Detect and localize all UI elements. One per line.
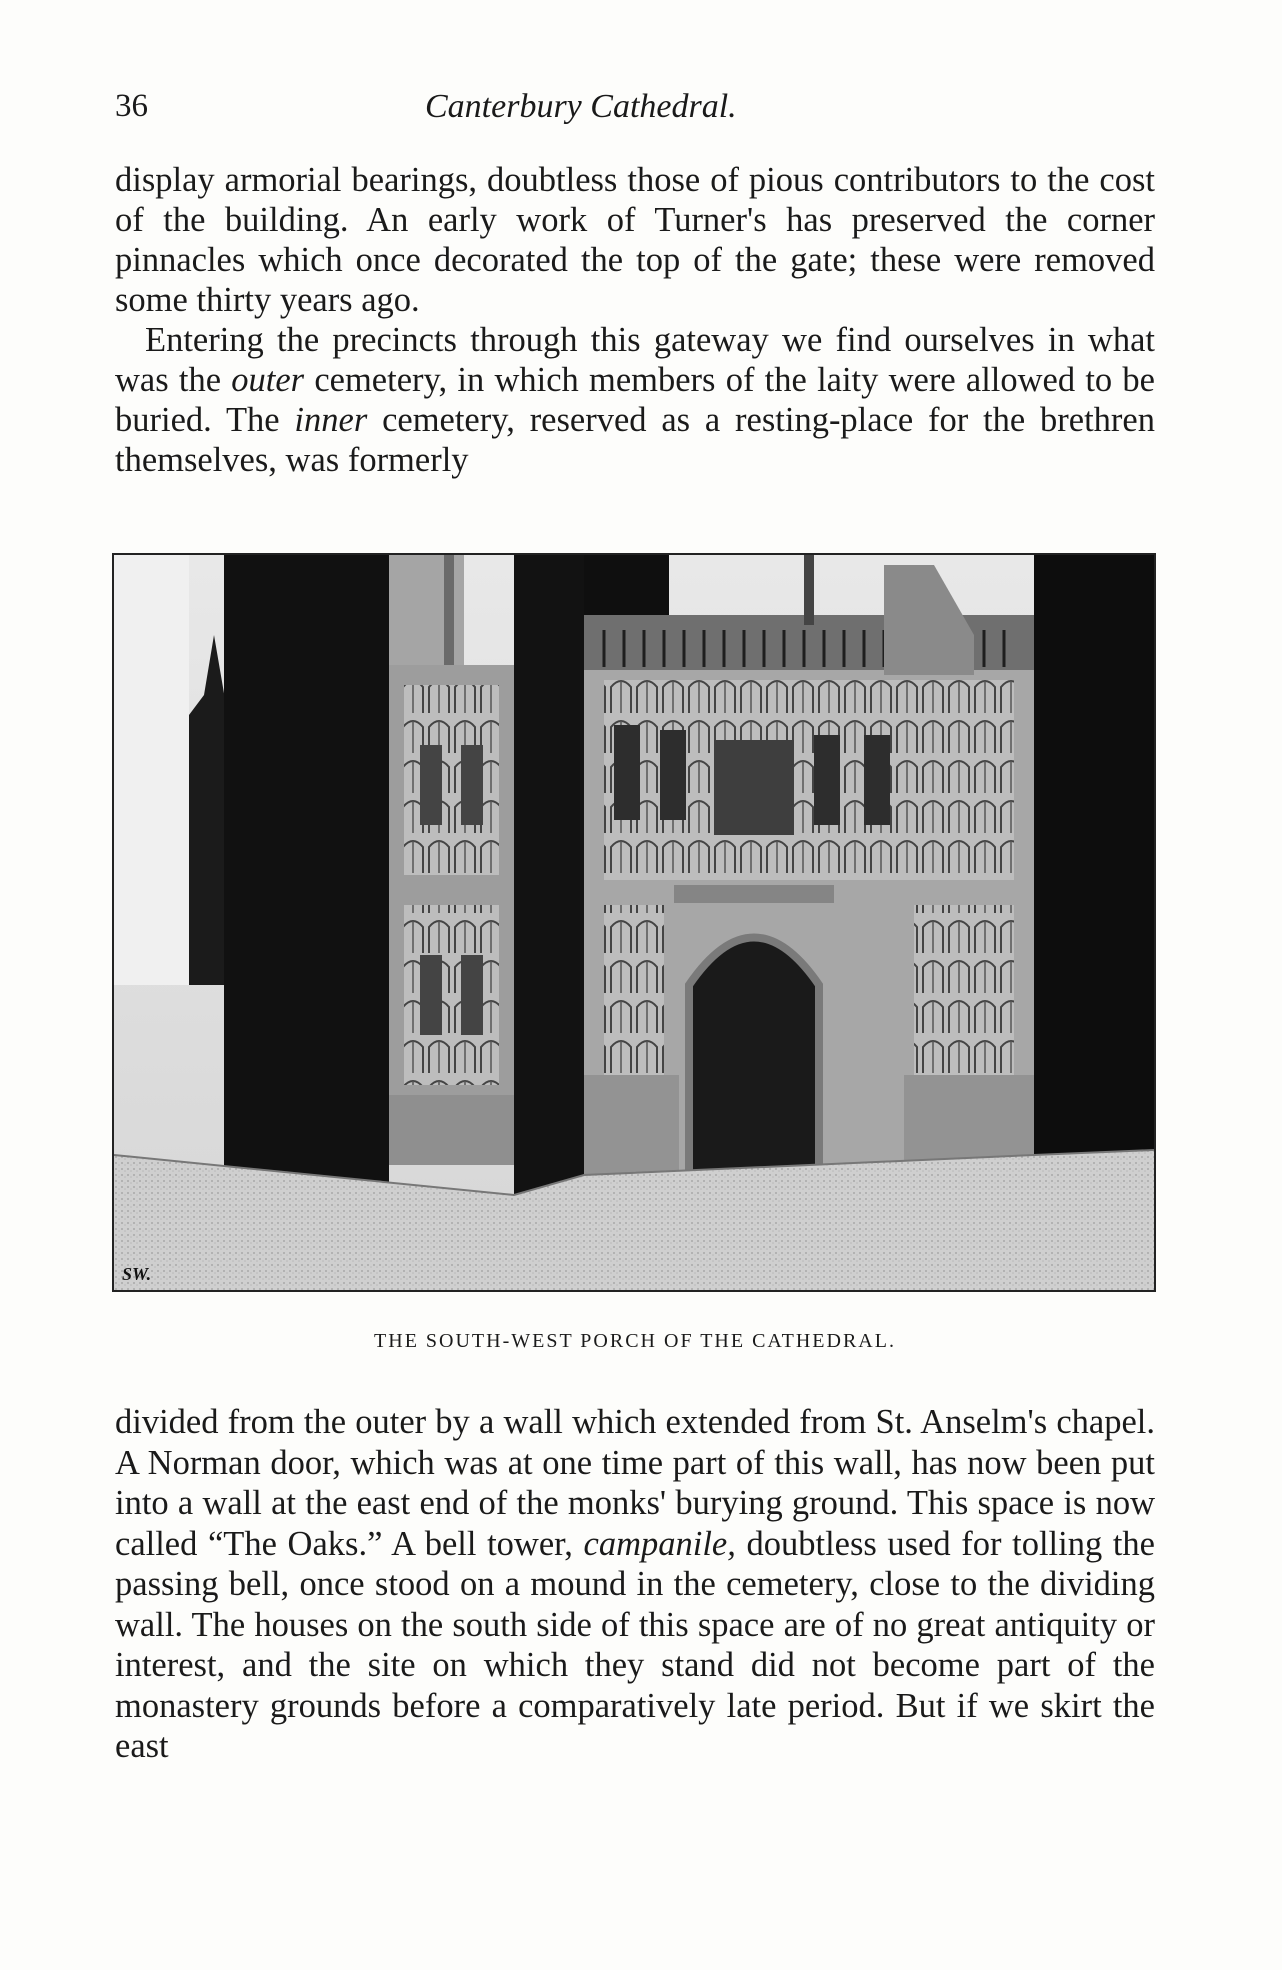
italic-campanile: campanile, [583, 1524, 736, 1563]
figure-caption: THE SOUTH-WEST PORCH OF THE CATHEDRAL. [374, 1330, 896, 1352]
engraver-signature: SW. [122, 1264, 152, 1284]
italic-inner: inner [294, 401, 368, 439]
text-block-top [115, 160, 1155, 480]
paragraph-3-part-1: divided from the outer by a wall which extended from St. Anselm's chapel. A Norman door, which was at one time part of this wall, has now been put into a wall at the east end of the monks' burying ground. This space is now called “The Oaks.” A bell tower, [115, 1403, 1155, 1563]
text-block-bottom [115, 1402, 1155, 1767]
cathedral-porch-photograph [112, 553, 1156, 1292]
page-number: 36 [115, 88, 148, 124]
paragraph-2-part-1: Entering the precincts through this gateway we find ourselves in what was the [115, 321, 1155, 399]
italic-outer: outer [231, 361, 305, 399]
paragraph-2-part-3: cemetery, reserved as a resting-place for the brethren themselves, was formerly [115, 401, 1155, 479]
porch-illustration [114, 555, 1154, 1290]
running-title: Canterbury Cathedral. [425, 88, 737, 125]
page-header [115, 88, 1155, 132]
paragraph-1: display armorial bearings, doubtless those of pious contributors to the cost of the building. An early work of Turner's has preserved the corner pinnacles which once decorated the top of the gate; these were removed some thirty years ago. [115, 161, 1155, 319]
paragraph-2-part-2: cemetery, in which members of the laity were allowed to be buried. The [115, 361, 1155, 439]
paragraph-3-part-2: doubtless used for tolling the passing bell, once stood on a mound in the cemetery, close to the dividing wall. The houses on the south side of this space are of no great antiquity or interest, and the site on which they stand did not become part of the monastery grounds before a comparatively late period. But if we skirt the east [115, 1524, 1155, 1765]
